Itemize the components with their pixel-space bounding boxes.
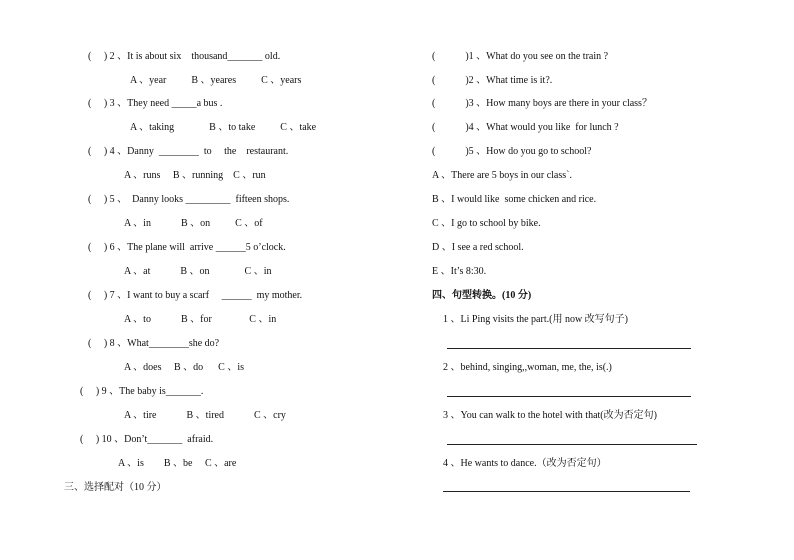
transform-item-4: 4 、He wants to dance.（改为否定句） <box>443 458 607 469</box>
match-answer-d: D 、I see a red school. <box>432 242 524 253</box>
match-answer-c: C 、I go to school by bike. <box>432 218 541 229</box>
question-7-options: A 、to B 、for C 、in <box>124 314 277 325</box>
answer-line-2[interactable] <box>447 396 691 397</box>
question-6-stem: ( ) 6 、The plane will arrive ______5 o’clock. <box>88 242 286 253</box>
match-question-4: ( )4 、What would you like for lunch ? <box>432 122 619 133</box>
match-question-2: ( )2 、What time is it?. <box>432 75 553 86</box>
question-4-options: A 、runs B 、running C 、run <box>124 170 266 181</box>
section-4-title: 四、句型转换。(10 分) <box>432 290 532 301</box>
answer-line-4[interactable] <box>443 491 690 492</box>
match-answer-e: E 、It’s 8:30. <box>432 266 487 277</box>
question-5-stem: ( ) 5 、 Danny looks _________ fifteen shops. <box>88 194 290 205</box>
match-answer-b: B 、I would like some chicken and rice. <box>432 194 597 205</box>
section-3-title: 三、选择配对（10 分） <box>64 482 167 493</box>
question-10-options: A 、is B 、be C 、are <box>118 458 237 469</box>
transform-item-3: 3 、You can walk to the hotel with that(改为否定句) <box>443 410 657 421</box>
match-answer-a: A 、There are 5 boys in our class`. <box>432 170 572 181</box>
question-3-options: A 、taking B 、to take C 、take <box>130 122 317 133</box>
question-4-stem: ( ) 4 、Danny ________ to the restaurant. <box>88 146 289 157</box>
question-8-stem: ( ) 8 、What________she do? <box>88 338 220 349</box>
transform-item-2: 2 、behind, singing,,woman, me, the, is(.) <box>443 362 612 373</box>
match-question-3: ( )3 、How many boys are there in your class？ <box>432 98 652 109</box>
question-8-options: A 、does B 、do C 、is <box>124 362 245 373</box>
question-10-stem: ( ) 10 、Don’t_______ afraid. <box>80 434 214 445</box>
question-2-stem: ( ) 2 、It is about six thousand_______ old. <box>88 51 281 62</box>
question-2-options: A 、year B 、yeares C 、years <box>130 75 302 86</box>
question-9-options: A 、tire B 、tired C 、cry <box>124 410 286 421</box>
answer-line-1[interactable] <box>447 348 691 349</box>
match-question-5: ( )5 、How do you go to school? <box>432 146 592 157</box>
question-3-stem: ( ) 3 、They need _____a bus . <box>88 98 223 109</box>
question-7-stem: ( ) 7 、I want to buy a scarf ______ my mother. <box>88 290 303 301</box>
question-5-options: A 、in B 、on C 、of <box>124 218 263 229</box>
answer-line-3[interactable] <box>447 444 697 445</box>
match-question-1: ( )1 、What do you see on the train ? <box>432 51 609 62</box>
question-6-options: A 、at B 、on C 、in <box>124 266 272 277</box>
question-9-stem: ( ) 9 、The baby is_______. <box>80 386 204 397</box>
transform-item-1: 1 、Li Ping visits the part.(用 now 改写句子) <box>443 314 628 325</box>
